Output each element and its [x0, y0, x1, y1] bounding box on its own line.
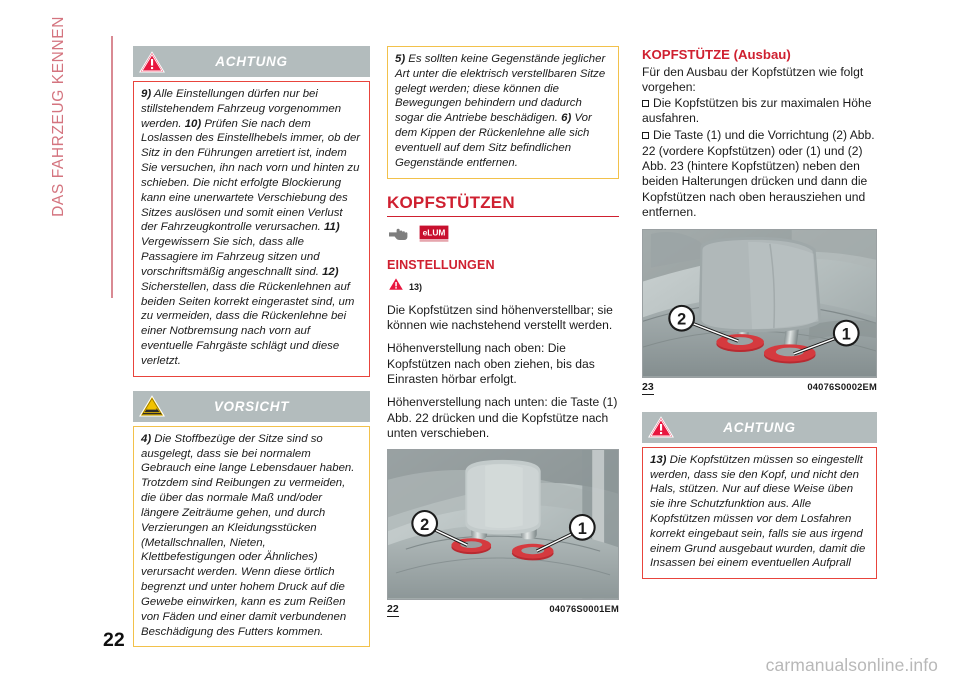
figure-23-number: 23 — [642, 381, 654, 394]
svg-text:2: 2 — [677, 311, 687, 330]
warning-item-number: 11) — [324, 221, 340, 234]
warning-item-text: Vergewissern Sie sich, dass alle Passagiere im Fahrzeug sitzen und vorschriftsmäßig angeschnallt sind. — [141, 236, 320, 278]
page-number: 22 — [103, 629, 125, 651]
site-watermark: carmanualsonline.info — [765, 655, 938, 675]
figure-22-caption — [387, 603, 619, 617]
chapter-rule — [111, 36, 113, 298]
achtung-body-2 — [642, 447, 877, 580]
warning-item-text: Alle Einstellungen dürfen nur bei stillstehendem Fahrzeug vorgenommen werden. — [141, 88, 342, 130]
warning-item-number: 5) — [395, 53, 406, 65]
chapter-tab — [0, 0, 118, 683]
bullet-item — [642, 128, 877, 220]
warning-reference-number: 13) — [409, 281, 423, 292]
section-title-kopfstuetzen: KOPFSTÜTZEN — [387, 193, 619, 217]
warning-item — [141, 266, 354, 367]
warning-item-text: Prüfen Sie nach dem Loslassen des Einstellhebels immer, ob der Sitz in den Führungen arretiert ist, indem Sie versuchen, ihn nach vorn und hinten zu schieben. Die nicht erfolgte Blockierung kann eine unerwartete Verschiebung des Sitzes auslösen und somit einen Verlust der Fahrzeugkontrolle verursachen. — [141, 117, 361, 234]
vorsicht-title: VORSICHT — [213, 398, 290, 414]
bullet-item — [642, 96, 877, 127]
figure-23-image — [642, 229, 877, 378]
elum-book-icon — [419, 225, 449, 248]
column-1 — [133, 46, 370, 647]
warning-item-text: Die Kopfstützen müssen so eingestellt werden, dass sie den Kopf, und nicht den Hals, stützen. Nur auf diese Weise üben sie ihre Schutzfunktion aus. Alle Kopfstützen müssen vor dem Losfahren korrekt eingebaut sein, falls sie aus irgend einem Grund ausgebaut wurden, damit die Insassen bei einem eventuellen Aufprall — [650, 453, 866, 570]
caution-item-text: Die Stoffbezüge der Sitze sind so ausgelegt, dass sie bei normalem Gebrauch eine lange Lebensdauer haben. Trotzdem sind Reibungen zu vermeiden, die über das normale Maß und/oder längere Zeiträume gehen, und durch Verzierungen an Kleidungsstücken (Metallschnallen, Nieten, Klettbefestigungen oder Ähnliches) verursacht werden. Wenn diese örtlich begrenzt und unter hohem Druck auf die Gewebe einwirken, kann es zum Reißen von Fäden und einer damit verbundenen Beschädigung des Futters kommen. — [141, 432, 355, 638]
warning-triangle-icon — [137, 49, 167, 75]
paragraph: Die Kopfstützen sind höhenverstellbar; sie können wie nachstehend verstellt werden. — [387, 302, 613, 332]
warning-reference-row — [387, 276, 619, 297]
warning-item-number: 6) — [561, 112, 572, 125]
achtung-title-2: ACHTUNG — [723, 419, 796, 435]
warning-triangle-icon — [646, 414, 676, 440]
vorsicht-header — [133, 391, 370, 422]
paragraph: Höhenverstellung nach unten: die Taste (1) Abb. 22 drücken und die Kopfstütze nach unten verschieben. — [387, 395, 618, 441]
caution-item-number: 4) — [141, 432, 152, 445]
warning-item — [650, 454, 865, 570]
caution-item — [141, 433, 354, 638]
warning-item-number: 12) — [322, 265, 339, 278]
warning-item-text: Es sollten keine Gegenstände jeglicher Art unter die elektrisch verstellbaren Sitze gelegt werden; diese können die Bewegungen behindern und dadurch sogar die Antriebe beschädigen. — [395, 53, 606, 125]
svg-text:eLUM: eLUM — [422, 227, 446, 238]
figure-22-number: 22 — [387, 603, 399, 616]
figure-23-caption — [642, 381, 877, 395]
column-3 — [642, 46, 877, 579]
caution-car-triangle-icon — [137, 393, 167, 419]
bullet-text: Die Taste (1) und die Vorrichtung (2) Abb. 22 (vordere Kopfstützen) oder (1) und (2) Abb. 23 (hintere Kopfstützen) neben den beiden Halterungen drücken und dann die Kopfstützen nach oben herausziehen und entfernen. — [642, 128, 875, 220]
pointing-hand-icon — [387, 226, 413, 247]
figure-23-code: 04076S0002EM — [807, 381, 877, 393]
chapter-label: DAS FAHRZEUG KENNEN — [50, 16, 67, 217]
achtung-body — [133, 81, 370, 377]
warning-triangle-small-icon — [387, 276, 405, 297]
column-2 — [387, 46, 619, 617]
warning-item-number: 10) — [184, 117, 202, 130]
paragraph: Höhenverstellung nach oben: Die Kopfstützen nach oben ziehen, bis das Einrasten hörbar erfolgt. — [387, 341, 595, 386]
achtung-header — [133, 46, 370, 77]
svg-text:1: 1 — [577, 520, 587, 539]
heading-kopfstuetze-ausbau: KOPFSTÜTZE (Ausbau) — [642, 47, 791, 62]
subsection-title-einstellungen: EINSTELLUNGEN — [387, 257, 495, 272]
svg-text:2: 2 — [420, 516, 430, 535]
square-bullet-icon — [642, 100, 649, 107]
figure-22 — [387, 449, 619, 616]
figure-22-code: 04076S0001EM — [549, 603, 619, 615]
square-bullet-icon — [642, 132, 649, 139]
kopfstuetze-ausbau-block — [642, 46, 877, 96]
achtung-body-continued — [387, 46, 619, 179]
svg-text:1: 1 — [841, 325, 851, 344]
warning-item-number: 9) — [141, 88, 152, 100]
elum-reference — [387, 225, 619, 248]
warning-item-text: Vor dem Kippen der Rückenlehne alle sich eventuell auf dem Sitz befindlichen Gegenstände entfernen. — [395, 112, 592, 169]
warning-item-text: Sicherstellen, dass die Rückenlehnen auf beiden Seiten korrekt eingerastet sind, um zu vermeiden, dass die Rückenlehne bei einer Notbremsung nach vorn auf eventuelle Fahrgäste schlägt und diese verletzt. — [141, 280, 355, 367]
intro-paragraph: Für den Ausbau der Kopfstützen wie folgt vorgehen: — [642, 65, 864, 95]
achtung-title: ACHTUNG — [215, 54, 288, 69]
bullet-text: Die Kopfstützen bis zur maximalen Höhe ausfahren. — [642, 95, 872, 126]
achtung-header-2 — [642, 412, 877, 443]
warning-item-number: 13) — [650, 453, 667, 466]
warning-item — [141, 118, 360, 234]
figure-23 — [642, 229, 877, 394]
vorsicht-body — [133, 426, 370, 648]
figure-22-image — [387, 449, 619, 600]
